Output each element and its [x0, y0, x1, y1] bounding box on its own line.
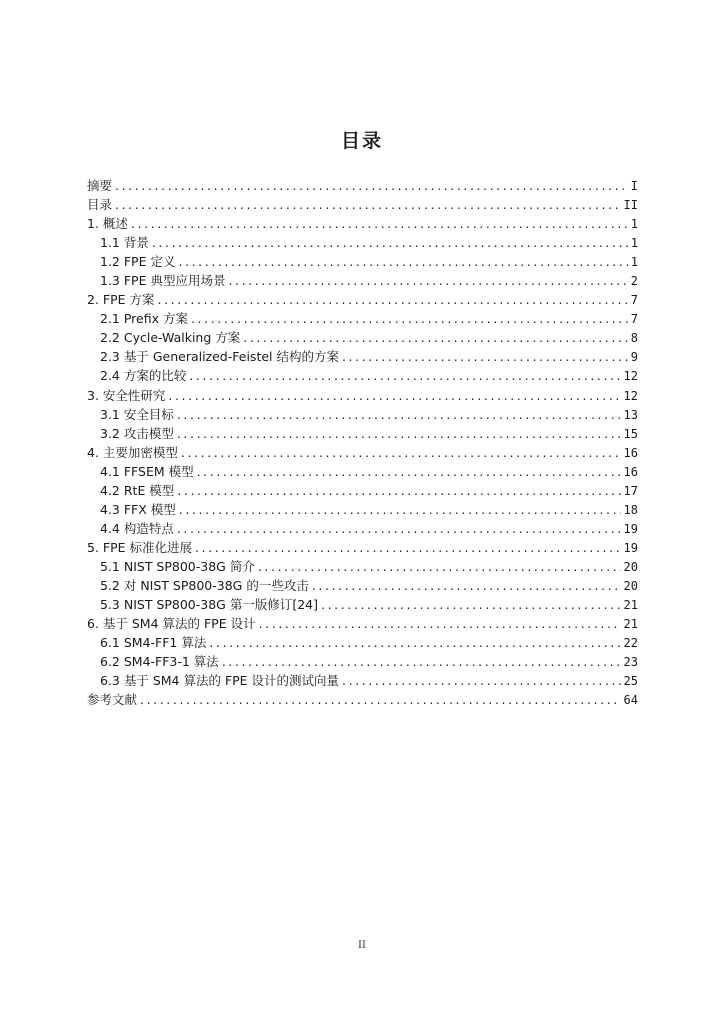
toc-entry-label: 4. 主要加密模型 [87, 444, 178, 460]
toc-entry[interactable] [87, 366, 638, 385]
toc-entry-page: 12 [623, 369, 638, 384]
toc-entry[interactable] [87, 614, 638, 633]
toc-entry-page: 25 [623, 674, 638, 689]
toc-entry-label: 6. 基于 SM4 算法的 FPE 设计 [87, 616, 256, 632]
toc-entry[interactable] [87, 386, 638, 405]
toc-entry[interactable] [87, 424, 638, 443]
toc-entry-page: 64 [623, 693, 638, 708]
toc-leader-dots [178, 252, 627, 271]
toc-leader-dots [258, 557, 621, 576]
toc-entry-page: 7 [630, 312, 638, 327]
toc-leader-dots [140, 690, 621, 709]
toc-entry-label: 5.2 对 NIST SP800-38G 的一些攻击 [100, 577, 309, 593]
toc-entry-page: II [623, 198, 638, 213]
toc-entry-label: 2.2 Cycle-Walking 方案 [100, 330, 241, 346]
toc-leader-dots [189, 366, 620, 385]
toc-entry[interactable] [87, 290, 638, 309]
toc-entry-page: 21 [623, 598, 638, 613]
toc-leader-dots [321, 595, 621, 614]
toc-leader-dots [342, 347, 628, 366]
toc-entry-page: 22 [623, 636, 638, 651]
toc-entry[interactable] [87, 481, 638, 500]
toc-entry-label: 2.4 方案的比较 [100, 368, 187, 384]
toc-entry-page: 12 [623, 388, 638, 403]
toc-entry[interactable] [87, 462, 638, 481]
toc-entry[interactable] [87, 519, 638, 538]
toc-leader-dots [152, 233, 628, 252]
toc-title: 目录 [340, 130, 383, 152]
toc-entry[interactable] [87, 443, 638, 462]
toc-entry-page: 1 [630, 217, 638, 232]
toc-entry-label: 4.2 RtE 模型 [100, 482, 175, 498]
toc-entry-label: 6.1 SM4-FF1 算法 [100, 635, 207, 651]
page-number: II [358, 940, 366, 951]
toc-entry[interactable] [87, 576, 638, 595]
toc-entry-page: 2 [630, 274, 638, 289]
toc-leader-dots [243, 328, 628, 347]
toc-entry-page: 1 [630, 255, 638, 270]
toc-leader-dots [168, 386, 620, 405]
toc-leader-dots [179, 500, 621, 519]
toc-leader-dots [197, 462, 621, 481]
toc-leader-dots [158, 290, 628, 309]
toc-entry-page: 16 [623, 445, 638, 460]
toc-leader-dots [209, 633, 620, 652]
toc-leader-dots [177, 405, 621, 424]
toc-entry[interactable] [87, 671, 638, 690]
toc-entry-label: 3.1 安全目标 [100, 406, 174, 422]
toc-entry[interactable] [87, 652, 638, 671]
toc-leader-dots [312, 576, 621, 595]
toc-entry-page: 9 [630, 350, 638, 365]
toc-entry-page: 20 [623, 578, 638, 593]
toc-entry[interactable] [87, 271, 638, 290]
toc-entry-page: 8 [630, 331, 638, 346]
toc-entry-label: 5. FPE 标准化进展 [87, 539, 192, 555]
toc-leader-dots [115, 176, 628, 195]
toc-leader-dots [177, 424, 621, 443]
toc-entry-page: 19 [623, 540, 638, 555]
toc-leader-dots [115, 195, 621, 214]
toc-entry-label: 2.3 基于 Generalized-Feistel 结构的方案 [100, 349, 339, 365]
toc-leader-dots [191, 309, 628, 328]
toc-entry[interactable] [87, 557, 638, 576]
toc-leader-dots [177, 481, 620, 500]
toc-entry-label: 2. FPE 方案 [87, 292, 155, 308]
toc-entry-label: 4.4 构造特点 [100, 520, 174, 536]
toc-entry-page: I [630, 179, 638, 193]
toc-entry-page: 19 [623, 521, 638, 536]
toc-entry-label: 目录 [87, 197, 113, 213]
toc-entry-label: 3.2 攻击模型 [100, 425, 174, 441]
toc-leader-dots [181, 443, 621, 462]
table-of-contents [87, 176, 638, 709]
toc-leader-dots [195, 538, 621, 557]
toc-entry-page: 7 [630, 293, 638, 308]
toc-leader-dots [177, 519, 621, 538]
toc-entry-label: 1.3 FPE 典型应用场景 [100, 273, 226, 289]
toc-entry-label: 4.1 FFSEM 模型 [100, 463, 194, 479]
toc-entry[interactable] [87, 633, 638, 652]
toc-entry[interactable] [87, 500, 638, 519]
toc-entry-label: 6.2 SM4-FF3-1 算法 [100, 654, 219, 670]
toc-entry[interactable] [87, 233, 638, 252]
toc-entry-label: 2.1 Prefix 方案 [100, 311, 188, 327]
toc-entry[interactable] [87, 328, 638, 347]
toc-entry-page: 21 [623, 617, 638, 632]
toc-leader-dots [259, 614, 621, 633]
toc-entry[interactable] [87, 347, 638, 366]
toc-entry[interactable] [87, 538, 638, 557]
toc-entry[interactable] [87, 176, 638, 195]
toc-entry-label: 4.3 FFX 模型 [100, 501, 176, 517]
toc-entry-page: 1 [630, 236, 638, 251]
toc-entry-label: 摘要 [87, 178, 113, 193]
toc-entry-page: 18 [623, 502, 638, 517]
toc-leader-dots [131, 214, 628, 233]
toc-entry[interactable] [87, 405, 638, 424]
toc-entry-label: 参考文献 [87, 692, 138, 708]
toc-entry[interactable] [87, 195, 638, 214]
toc-entry-page: 15 [623, 426, 638, 441]
toc-entry-label: 1.1 背景 [100, 235, 149, 251]
toc-entry[interactable] [87, 595, 638, 614]
toc-entry-page: 13 [623, 407, 638, 422]
toc-leader-dots [228, 271, 627, 290]
toc-entry-label: 6.3 基于 SM4 算法的 FPE 设计的测试向量 [100, 673, 340, 689]
toc-entry-page: 20 [623, 559, 638, 574]
toc-entry-label: 5.3 NIST SP800-38G 第一版修订[24] [100, 597, 318, 613]
toc-entry[interactable] [87, 214, 638, 233]
toc-entry-page: 23 [623, 655, 638, 670]
toc-entry-label: 1.2 FPE 定义 [100, 254, 176, 270]
toc-leader-dots [222, 652, 621, 671]
toc-entry-label: 1. 概述 [87, 216, 128, 232]
toc-entry-page: 16 [623, 464, 638, 479]
toc-entry-label: 5.1 NIST SP800-38G 简介 [100, 558, 255, 574]
toc-entry-page: 17 [623, 483, 638, 498]
toc-entry[interactable] [87, 690, 638, 709]
toc-entry[interactable] [87, 309, 638, 328]
toc-entry[interactable] [87, 252, 638, 271]
toc-leader-dots [342, 671, 621, 690]
toc-entry-label: 3. 安全性研究 [87, 387, 166, 403]
